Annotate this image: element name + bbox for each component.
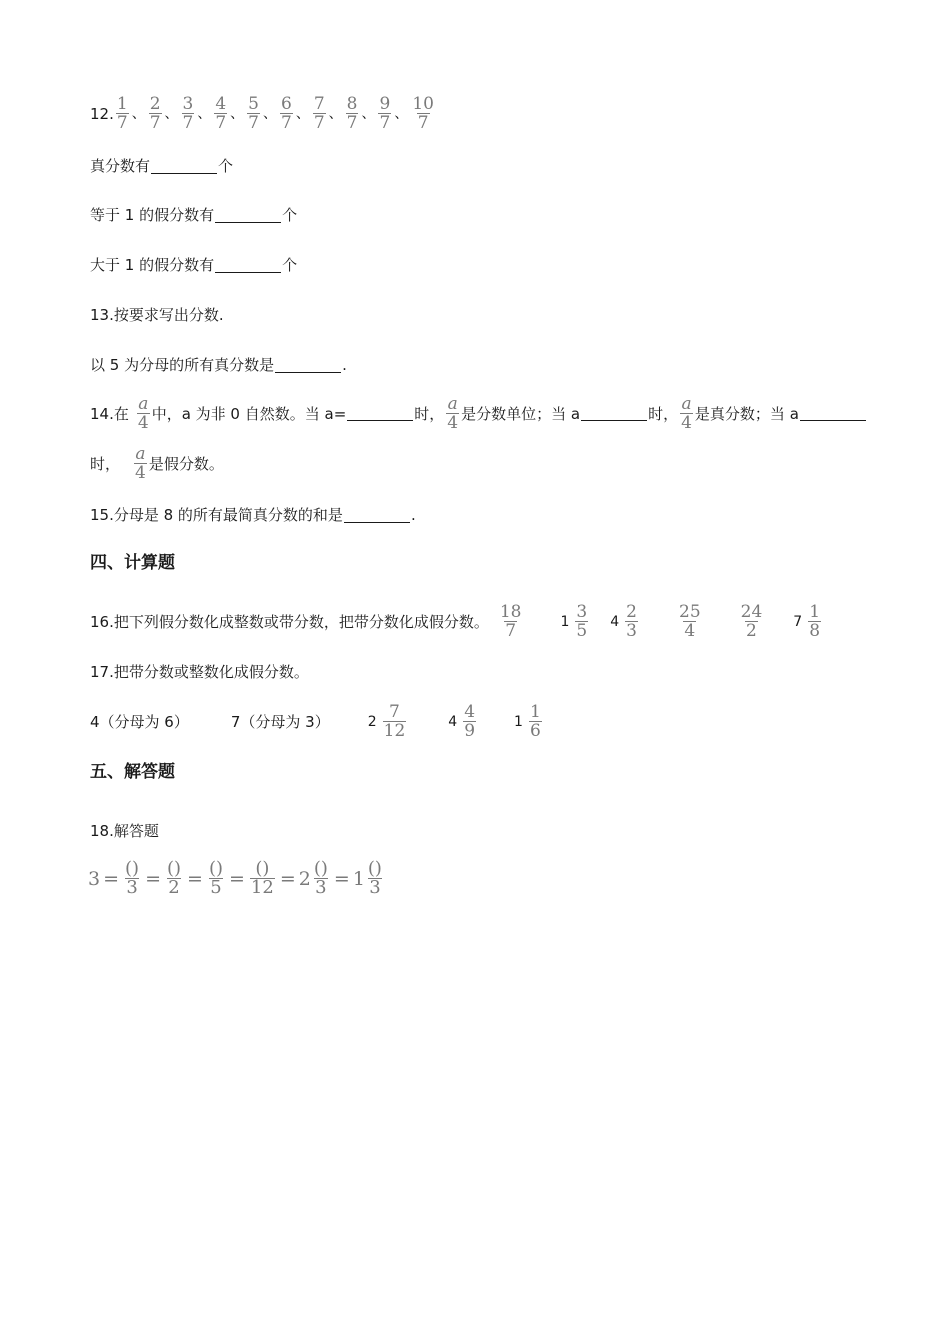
answer-blank[interactable] — [215, 258, 281, 273]
q16-text: 16.把下列假分数化成整数或带分数，把带分数化成假分数。 — [90, 612, 489, 631]
q13-period: . — [342, 356, 347, 374]
numerator: () — [367, 858, 382, 879]
denominator: 7 — [116, 113, 128, 133]
denominator: 2 — [746, 621, 757, 641]
numerator: 10 — [412, 94, 434, 114]
fraction — [808, 604, 821, 639]
denominator: 7 — [281, 113, 292, 133]
section5-title: 五、解答题 — [90, 762, 175, 782]
fraction — [411, 96, 435, 131]
whole-number: 7 — [793, 613, 803, 630]
whole-number: 2 — [298, 867, 311, 890]
fraction — [383, 704, 407, 739]
denominator: 3 — [626, 621, 637, 641]
numerator: () — [255, 858, 270, 879]
separator: 、 — [295, 105, 310, 122]
mixed-number — [561, 604, 591, 639]
q13-text: 以 5 为分母的所有真分数是 — [90, 356, 275, 374]
numerator: 3 — [576, 602, 588, 622]
q15-text: 15.分母是 8 的所有最简真分数的和是 — [90, 506, 343, 524]
q14-text: 时， — [414, 404, 445, 423]
q12-fraction-list — [114, 96, 437, 131]
denominator: 3 — [126, 877, 138, 898]
numerator: 1 — [809, 602, 821, 622]
separator: 、 — [197, 105, 212, 122]
fraction — [463, 704, 476, 739]
section-heading-calc — [90, 553, 890, 573]
q12-line1-unit: 个 — [218, 157, 234, 175]
numerator: () — [125, 858, 140, 879]
denominator: 12 — [383, 721, 406, 741]
fraction — [625, 604, 638, 639]
fraction-a-over-4: $\frac{a}{4}$ — [447, 394, 459, 433]
denominator: 7 — [182, 113, 194, 133]
q12-fractions-line — [90, 96, 890, 131]
equals-sign: = — [145, 867, 161, 890]
numerator: 6 — [281, 94, 292, 114]
fraction — [529, 704, 542, 739]
fraction — [313, 96, 326, 131]
numerator: 4 — [215, 94, 227, 114]
numerator: 18 — [499, 602, 522, 622]
numerator: 1 — [116, 94, 128, 114]
mixed-number — [368, 704, 409, 739]
denominator: 7 — [313, 113, 325, 133]
q15-line — [90, 505, 890, 525]
q16-fraction-list — [489, 604, 823, 639]
answer-blank[interactable] — [344, 508, 410, 523]
equals-sign: = — [187, 867, 203, 890]
whole-number: 1 — [352, 867, 365, 890]
answer-blank[interactable] — [215, 208, 281, 223]
denominator: 4 — [684, 621, 696, 641]
q13-title-text: 13.按要求写出分数. — [90, 306, 224, 324]
fraction — [182, 96, 195, 131]
q18-title — [90, 821, 890, 841]
denominator: 2 — [168, 877, 180, 898]
answer-blank[interactable] — [151, 159, 217, 174]
equals-sign: = — [103, 867, 120, 890]
q14-text: 时， — [648, 404, 679, 423]
denominator: 5 — [576, 621, 588, 641]
numerator: 9 — [379, 94, 391, 114]
blank-fraction — [208, 858, 224, 898]
q17-item2: 7（分母为 3） — [230, 712, 330, 731]
section4-title: 四、计算题 — [90, 553, 175, 573]
denominator: 7 — [248, 113, 259, 133]
q12-greater-one-line — [90, 255, 890, 275]
fraction — [378, 96, 391, 131]
improper-fraction — [738, 604, 766, 639]
denominator: 8 — [809, 621, 821, 641]
q17-items — [90, 704, 890, 739]
separator: 、 — [230, 105, 245, 122]
denominator: 7 — [417, 113, 429, 133]
q17-mixed-list — [330, 704, 544, 739]
fraction — [678, 604, 702, 639]
q14-line2 — [90, 446, 890, 481]
numerator: 8 — [346, 94, 358, 114]
q14-text: 是真分数；当 a — [694, 404, 799, 423]
whole-number: 4 — [448, 713, 458, 730]
q18-title-text: 18.解答题 — [90, 822, 159, 840]
numerator: 7 — [313, 94, 325, 114]
q16-line — [90, 604, 890, 639]
fraction-a-over-4: $\frac{a}{4}$ — [135, 444, 146, 483]
denominator: 7 — [149, 113, 161, 133]
denominator: 7 — [346, 113, 358, 133]
numerator: 1 — [529, 702, 541, 722]
whole-number: 1 — [560, 613, 570, 630]
separator: 、 — [361, 105, 376, 122]
separator: 、 — [164, 105, 179, 122]
denominator: 5 — [210, 877, 222, 898]
q14-line1 — [90, 396, 890, 431]
numerator: 7 — [389, 702, 400, 722]
q17-item1: 4（分母为 6） — [90, 712, 189, 731]
fraction — [214, 96, 227, 131]
denominator: 12 — [250, 877, 274, 898]
fraction — [740, 604, 764, 639]
equals-sign: = — [229, 867, 245, 890]
q12-equal-one-line — [90, 205, 890, 225]
improper-fraction — [497, 604, 525, 639]
equation-chain — [88, 858, 385, 898]
separator: 、 — [394, 105, 409, 122]
numerator: 2 — [626, 602, 637, 622]
mixed-number — [793, 604, 823, 639]
denominator: 3 — [315, 877, 327, 898]
denominator: 3 — [369, 877, 381, 898]
whole-number: 2 — [367, 713, 377, 730]
q14-text: 时， — [90, 454, 121, 473]
q14-text: 是假分数。 — [148, 454, 224, 473]
q18-equation — [88, 858, 890, 898]
numerator: () — [208, 858, 223, 879]
separator: 、 — [328, 105, 343, 122]
mixed-number — [610, 604, 640, 639]
numerator: 2 — [149, 94, 161, 114]
fraction — [499, 604, 523, 639]
equals-sign: = — [279, 867, 296, 890]
whole-number: 4 — [610, 613, 620, 630]
q14-text: 中，a 为非 0 自然数。当 a= — [151, 404, 347, 423]
fraction-a-over-4: $\frac{a}{4}$ — [137, 394, 149, 433]
equals-sign: = — [333, 867, 350, 890]
numerator: 24 — [740, 602, 763, 622]
numerator: 3 — [182, 94, 194, 114]
q12-proper-line — [90, 156, 890, 176]
denominator: 7 — [505, 621, 517, 641]
improper-fraction — [676, 604, 704, 639]
fraction-a-over-4: $\frac{a}{4}$ — [681, 394, 692, 433]
denominator: 9 — [464, 721, 476, 741]
section-heading-answer — [90, 762, 890, 782]
blank-fraction — [250, 858, 275, 898]
q13-line — [90, 355, 890, 375]
q17-title — [90, 662, 890, 682]
numerator: () — [166, 858, 182, 879]
q12-number: 12. — [90, 104, 114, 123]
numerator: 5 — [248, 94, 259, 114]
denominator: 7 — [379, 113, 391, 133]
q12-line3-unit: 个 — [282, 256, 298, 274]
mixed-number — [514, 704, 544, 739]
numerator: 25 — [679, 602, 701, 622]
fraction — [346, 96, 359, 131]
blank-fraction — [124, 858, 140, 898]
blank-fraction — [166, 858, 182, 898]
blank-fraction — [367, 858, 383, 898]
equation-lead: 3 — [88, 867, 101, 890]
separator: 、 — [131, 105, 146, 122]
q14-text: 14.在 — [90, 404, 129, 423]
denominator: 7 — [215, 113, 227, 133]
q12-line2-text: 等于 1 的假分数有 — [90, 206, 215, 224]
separator: 、 — [263, 105, 277, 122]
fraction — [116, 96, 129, 131]
numerator: () — [313, 858, 328, 879]
fraction — [575, 604, 588, 639]
answer-blank[interactable] — [800, 406, 866, 421]
answer-blank[interactable] — [347, 406, 413, 421]
q15-period: . — [410, 506, 416, 524]
denominator: 6 — [529, 721, 541, 741]
blank-fraction — [313, 858, 329, 898]
fraction — [280, 96, 293, 131]
q12-line3-text: 大于 1 的假分数有 — [90, 256, 215, 274]
mixed-number — [448, 704, 478, 739]
q13-title — [90, 305, 890, 325]
q14-text: 是分数单位；当 a — [461, 404, 581, 423]
answer-blank[interactable] — [581, 406, 647, 421]
fraction — [247, 96, 260, 131]
q12-line2-unit: 个 — [282, 206, 298, 224]
q17-title-text: 17.把带分数或整数化成假分数。 — [90, 663, 309, 681]
whole-number: 1 — [514, 713, 523, 730]
answer-blank[interactable] — [275, 358, 341, 373]
q12-line1-text: 真分数有 — [90, 157, 151, 175]
fraction — [149, 96, 162, 131]
numerator: 4 — [464, 702, 476, 722]
